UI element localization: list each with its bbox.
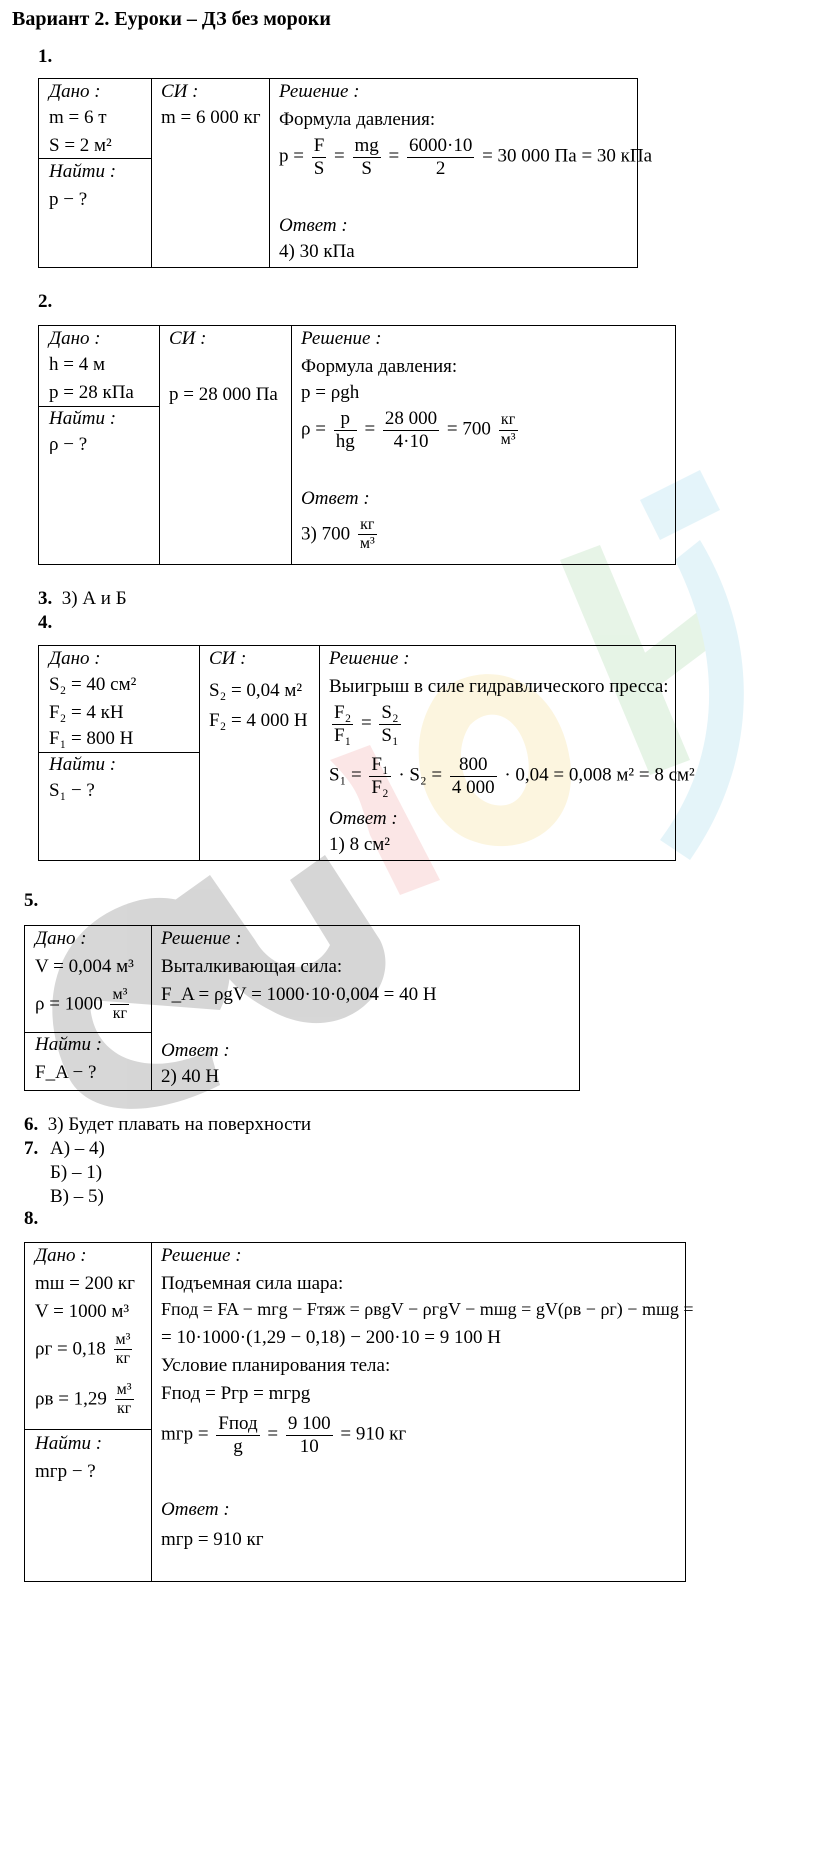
si-header: СИ : xyxy=(209,648,247,669)
answer-header: Ответ : xyxy=(329,808,398,829)
answer-value: 3) 700 $\frac{кг}{\text{м³}}$ xyxy=(301,516,375,553)
task-7-line: В) – 5) xyxy=(50,1186,104,1207)
task-1-table xyxy=(38,78,653,268)
task-2-table xyxy=(38,325,676,565)
answer-header: Ответ : xyxy=(301,488,370,509)
answer-value: 1) 8 см² xyxy=(329,834,390,855)
given-value: S = 2 м² xyxy=(49,135,112,156)
formula-line: p = ρgh xyxy=(301,382,360,403)
task-number: 8. xyxy=(24,1208,39,1229)
formula-line: Fпод = Pгр = mгрg xyxy=(161,1383,311,1404)
task-number: 2. xyxy=(38,291,53,312)
task-7-line: А) – 4) xyxy=(50,1138,105,1159)
given-header: Дано : xyxy=(35,1245,87,1266)
given-header: Дано : xyxy=(49,328,101,349)
formula-line: = 10·1000·(1,29 − 0,18) − 200·10 = 9 100 Н xyxy=(161,1327,501,1348)
answer-value: 2) 40 Н xyxy=(161,1066,220,1087)
si-header: СИ : xyxy=(169,328,207,349)
given-value: h = 4 м xyxy=(49,354,105,375)
given-header: Дано : xyxy=(49,648,101,669)
si-value: m = 6 000 кг xyxy=(161,107,261,128)
given-value: m = 6 т xyxy=(49,107,107,128)
solution-header: Решение : xyxy=(329,648,410,669)
find-header: Найти : xyxy=(35,1034,103,1055)
find-header: Найти : xyxy=(49,161,117,182)
given-value: V = 1000 м³ xyxy=(35,1301,130,1322)
find-value: p − ? xyxy=(49,189,88,210)
solution-header: Решение : xyxy=(279,81,360,102)
find-header: Найти : xyxy=(49,408,117,429)
solution-heading: Выигрыш в силе гидравлического пресса: xyxy=(329,676,669,697)
find-value: F_A − ? xyxy=(35,1062,97,1083)
answer-header: Ответ : xyxy=(161,1499,230,1520)
answer-value: 4) 30 кПа xyxy=(279,241,355,262)
task-3-answer: 3. 3) А и Б xyxy=(38,588,127,609)
task-7-line: Б) – 1) xyxy=(50,1162,103,1183)
given-density: ρ = 1000 $\frac{\text{м³}}{кг}$ xyxy=(35,986,128,1023)
given-value: p = 28 кПа xyxy=(49,382,134,403)
formula-line: F_A = ρgV = 1000·10·0,004 = 40 Н xyxy=(161,984,437,1005)
given-value: mш = 200 кг xyxy=(35,1273,135,1294)
si-value: F₂ = 4 000 Н xyxy=(209,710,308,731)
solution-header: Решение : xyxy=(161,928,242,949)
solution-heading: Выталкивающая сила: xyxy=(161,956,343,977)
given-header: Дано : xyxy=(49,81,101,102)
task-number: 4. xyxy=(38,612,53,633)
task-6-answer: 6. 3) Будет плавать на поверхности xyxy=(24,1114,312,1135)
find-header: Найти : xyxy=(49,754,117,775)
answer-header: Ответ : xyxy=(161,1040,230,1061)
task-number: 5. xyxy=(24,890,39,911)
task-number: 7. xyxy=(24,1138,39,1159)
find-value: mгр − ? xyxy=(35,1461,96,1482)
task-number: 1. xyxy=(38,46,53,67)
solution-heading: Формула давления: xyxy=(301,356,458,377)
solution-heading: Подъемная сила шара: xyxy=(161,1273,344,1294)
find-header: Найти : xyxy=(35,1433,103,1454)
task-4-table xyxy=(38,645,695,861)
density-formula: ρ = $\frac{p}{hg}$ = $\frac{28 000}{4\cdot 10}$ = 700 $\frac{кг}{\text{м³}}$ xyxy=(301,408,516,452)
page-title: Вариант 2. Еуроки – ДЗ без мороки xyxy=(12,8,331,30)
answer-value: mгр = 910 кг xyxy=(161,1529,264,1550)
area-formula: S₁ = $\frac{\text{F₁}}{\text{F₂}}$ · S₂ = $\frac{800}{4 000}$ · 0,04 = 0,008 м² = 8 см² xyxy=(329,754,695,798)
given-value: F₁ = 800 Н xyxy=(49,728,134,749)
given-value: V = 0,004 м³ xyxy=(35,956,134,977)
find-value: ρ − ? xyxy=(49,434,88,455)
given-value: F₂ = 4 кН xyxy=(49,702,124,723)
si-value: p = 28 000 Па xyxy=(169,384,278,405)
task-8-table xyxy=(24,1242,694,1582)
si-value: S₂ = 0,04 м² xyxy=(209,680,303,701)
given-header: Дано : xyxy=(35,928,87,949)
given-value: S₂ = 40 см² xyxy=(49,674,137,695)
given-density-gas: ρг = 0,18 $\frac{\text{м³}}{кг}$ xyxy=(35,1331,131,1368)
solution-header: Решение : xyxy=(301,328,382,349)
solution-header: Решение : xyxy=(161,1245,242,1266)
find-value: S₁ − ? xyxy=(49,780,95,801)
solution-heading: Формула давления: xyxy=(279,109,436,130)
task-5-table xyxy=(24,925,580,1091)
answer-header: Ответ : xyxy=(279,215,348,236)
condition-heading: Условие планирования тела: xyxy=(161,1355,391,1376)
formula-line: Fпод = FA − mгg − Fтяж = ρвgV − ρгgV − mшg = gV(ρв − ρг) − mшg = xyxy=(161,1299,694,1319)
si-header: СИ : xyxy=(161,81,199,102)
given-density-air: ρв = 1,29 $\frac{\text{м³}}{кг}$ xyxy=(35,1381,132,1418)
ratio-formula: $\frac{\text{F₂}}{\text{F₁}}$ = $\frac{\text{S₂}}{\text{S₁}}$ xyxy=(334,702,399,746)
mass-formula: mгр = $\frac{\text{Fпод}}{g}$ = $\frac{9 100}{10}$ = 910 кг xyxy=(161,1413,407,1457)
pressure-formula: p = $\frac{F}{S}$ = $\frac{mg}{S}$ = $\frac{6000\cdot 10}{2}$ = 30 000 Па = 30 кПа xyxy=(279,135,653,179)
